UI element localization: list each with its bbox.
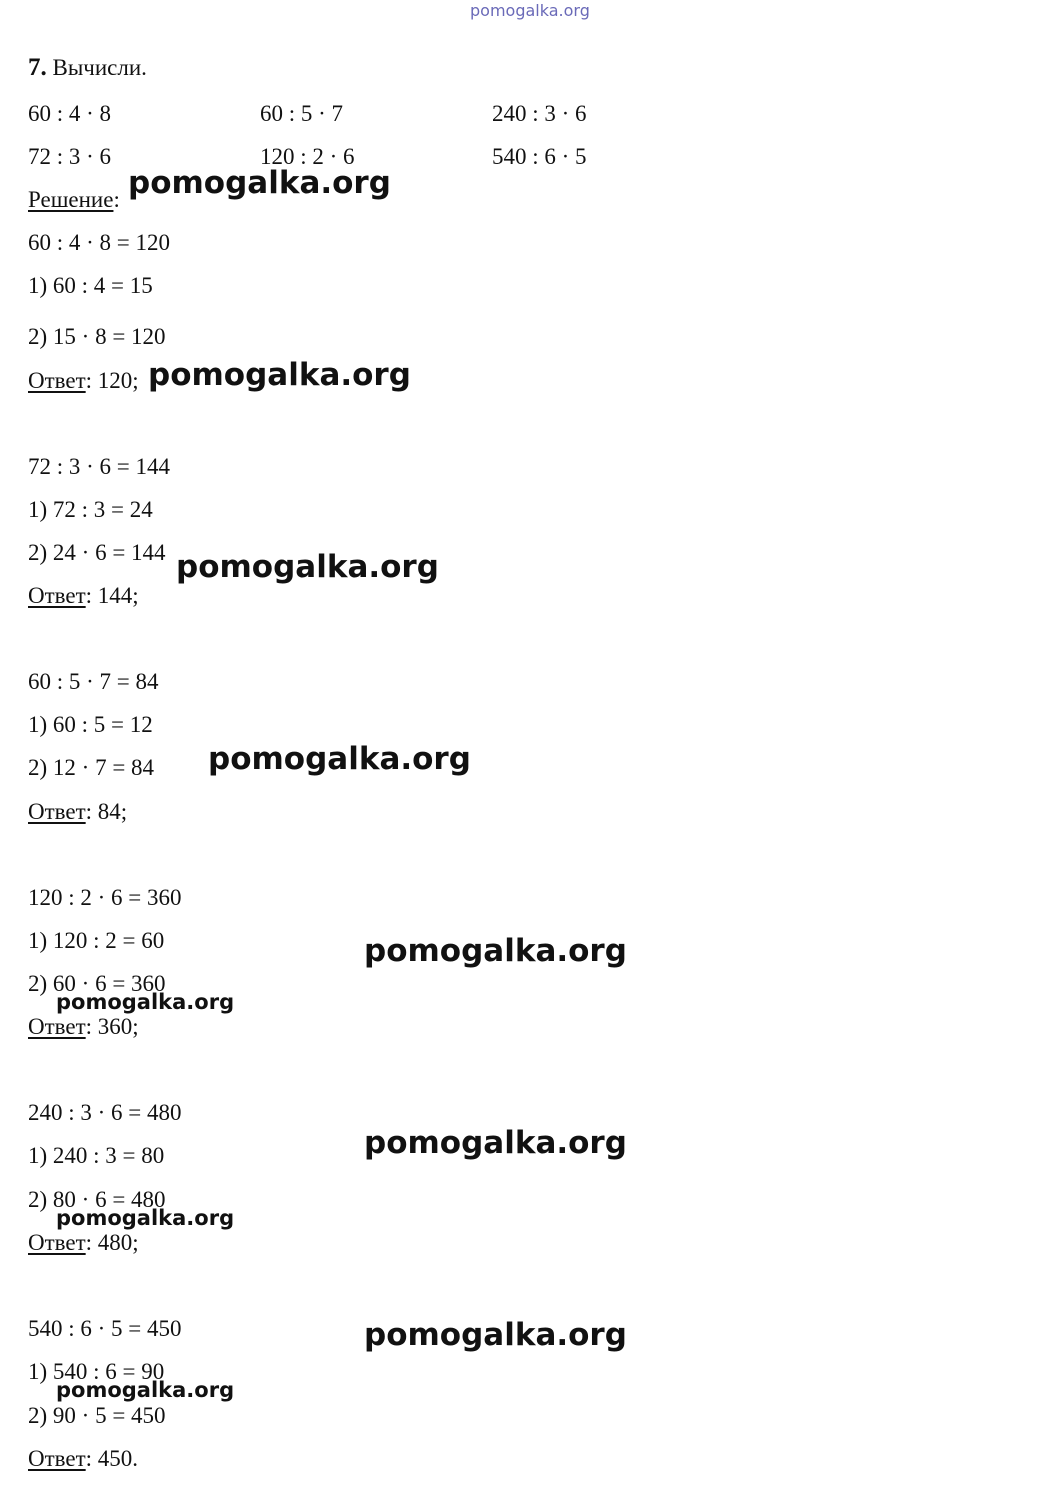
watermark: pomogalka.org <box>364 1125 627 1161</box>
answer-label: Ответ <box>28 583 86 608</box>
answer-line <box>28 1445 138 1473</box>
equation: 60 : 5 · 7 = 84 <box>28 669 159 694</box>
step-1: 1) 60 : 4 = 15 <box>28 273 153 298</box>
step-1: 1) 72 : 3 = 24 <box>28 497 153 522</box>
step-2: 2) 24 · 6 = 144 <box>28 540 166 565</box>
step-1: 1) 240 : 3 = 80 <box>28 1143 165 1168</box>
expression: 240 : 3 · 6 <box>492 101 587 126</box>
watermark: pomogalka.org <box>128 165 391 201</box>
task-heading <box>28 54 147 82</box>
watermark: pomogalka.org <box>56 1378 235 1402</box>
watermark: pomogalka.org <box>208 741 471 777</box>
answer-label: Ответ <box>28 1230 86 1255</box>
watermark: pomogalka.org <box>56 990 235 1014</box>
step-2: 2) 90 · 5 = 450 <box>28 1403 166 1428</box>
solution-label: Решение: <box>28 187 120 212</box>
expression: 60 : 4 · 8 <box>28 101 112 126</box>
answer-label: Ответ <box>28 1446 86 1471</box>
step-2: 2) 15 · 8 = 120 <box>28 324 166 349</box>
task-title: Вычисли. <box>52 55 147 80</box>
expression: 120 : 2 · 6 <box>260 144 355 169</box>
step-2: 2) 12 · 7 = 84 <box>28 755 155 780</box>
step-1: 1) 540 : 6 = 90 <box>28 1359 165 1384</box>
answer-value: : 450. <box>85 1446 139 1471</box>
expression: 540 : 6 · 5 <box>492 144 587 169</box>
answer-value: : 480; <box>85 1230 139 1255</box>
answer-label: Ответ <box>28 368 86 393</box>
answer-value: : 120; <box>85 368 139 393</box>
step-2: 2) 80 · 6 = 480 <box>28 1187 166 1212</box>
watermark: pomogalka.org <box>56 1206 235 1230</box>
site-watermark-top[interactable]: pomogalka.org <box>470 1 590 20</box>
answer-label: Ответ <box>28 1014 86 1039</box>
answer-line <box>28 367 139 395</box>
expression: 60 : 5 · 7 <box>260 101 344 126</box>
watermark: pomogalka.org <box>148 357 411 393</box>
equation: 60 : 4 · 8 = 120 <box>28 230 171 255</box>
equation: 240 : 3 · 6 = 480 <box>28 1100 182 1125</box>
answer-line <box>28 798 127 826</box>
equation: 72 : 3 · 6 = 144 <box>28 454 171 479</box>
watermark: pomogalka.org <box>364 933 627 969</box>
answer-value: : 360; <box>85 1014 139 1039</box>
watermark: pomogalka.org <box>176 549 439 585</box>
answer-value: : 84; <box>85 799 128 824</box>
answer-line <box>28 1229 139 1257</box>
task-number: 7. <box>28 54 47 81</box>
answer-line <box>28 1013 139 1041</box>
watermark: pomogalka.org <box>364 1317 627 1353</box>
answer-value: : 144; <box>85 583 139 608</box>
step-1: 1) 60 : 5 = 12 <box>28 712 153 737</box>
equation: 540 : 6 · 5 = 450 <box>28 1316 182 1341</box>
step-2: 2) 60 · 6 = 360 <box>28 971 166 996</box>
step-1: 1) 120 : 2 = 60 <box>28 928 165 953</box>
solution-label-text: Решение <box>28 187 114 212</box>
answer-label: Ответ <box>28 799 86 824</box>
equation: 120 : 2 · 6 = 360 <box>28 885 182 910</box>
answer-line <box>28 582 139 610</box>
expression: 72 : 3 · 6 <box>28 144 112 169</box>
